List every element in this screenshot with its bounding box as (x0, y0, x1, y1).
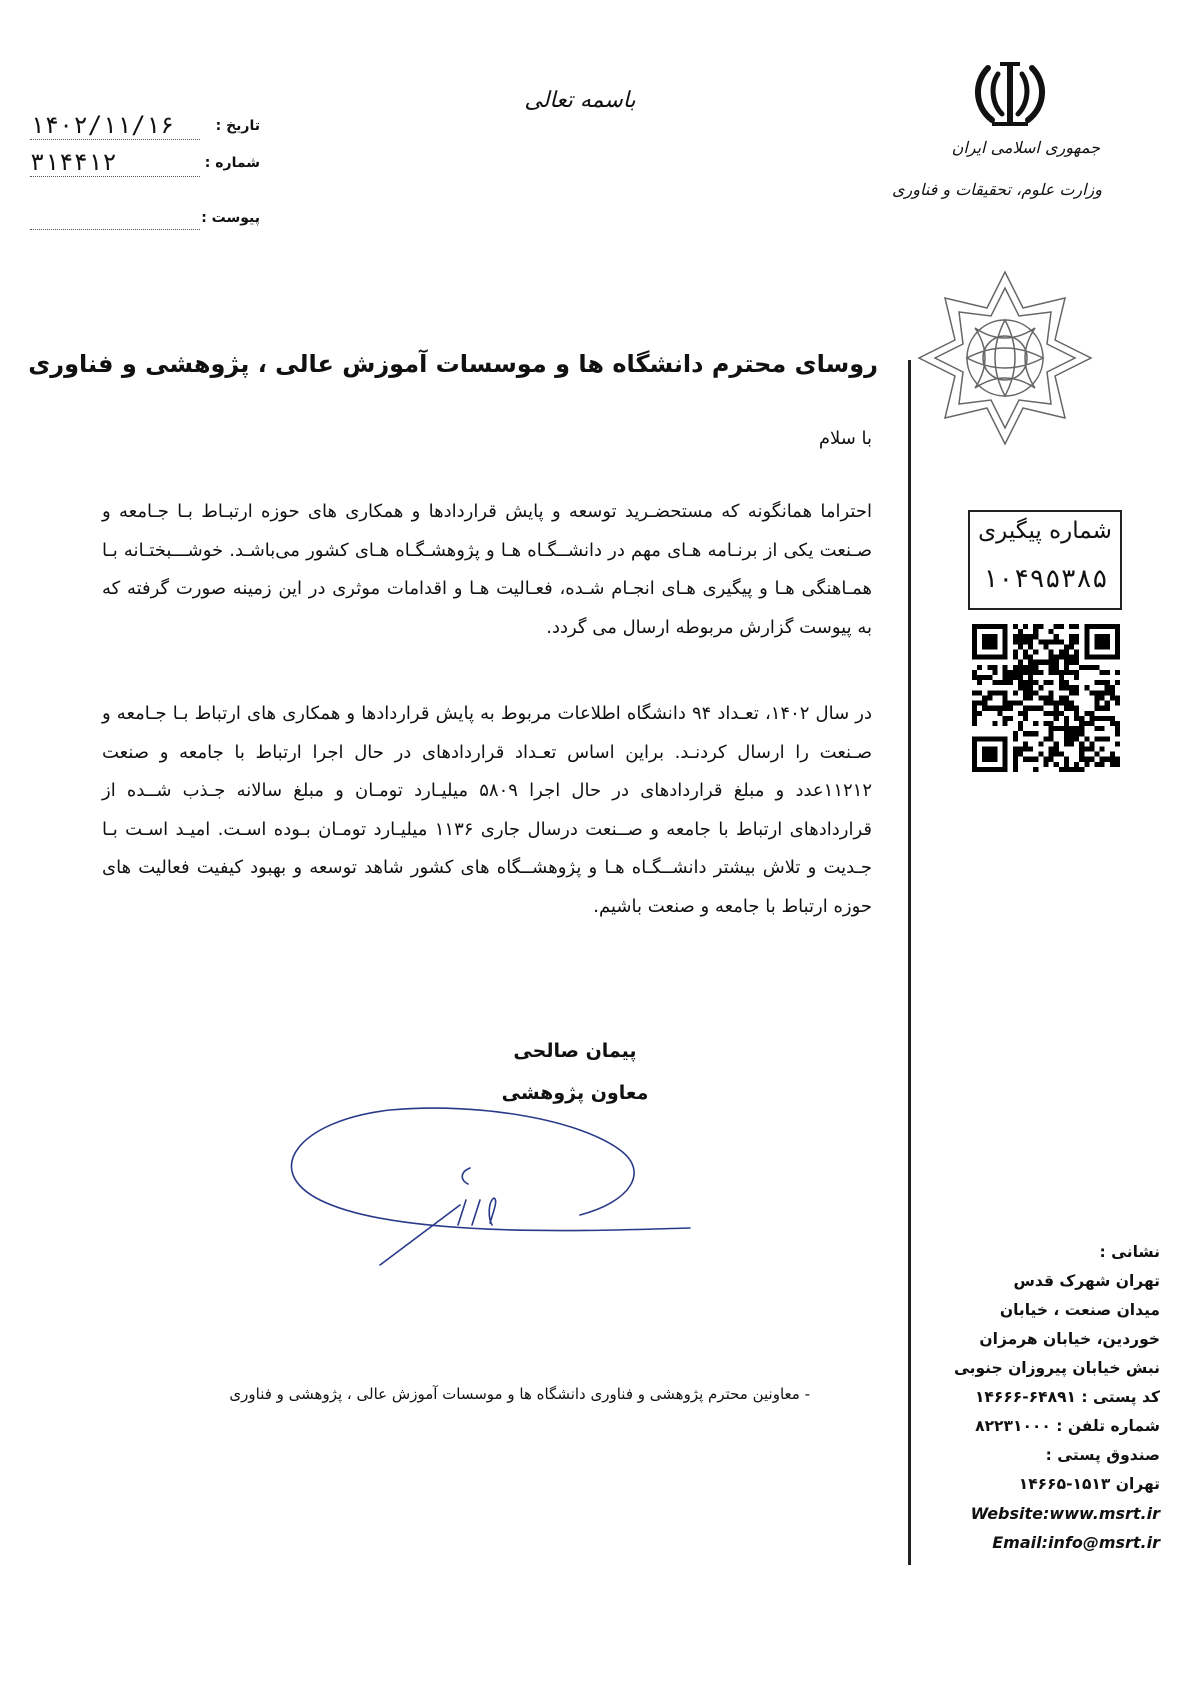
attachment-label: پیوست : (201, 210, 260, 226)
signer-name: پیمان صالحی (513, 1040, 637, 1062)
number-value: ۳۱۴۴۱۲ (30, 148, 200, 177)
government-name: جمهوری اسلامی ایران (951, 138, 1100, 157)
tracking-number: ۱۰۴۹۵۳۸۵ (982, 564, 1108, 594)
date-label: تاریخ : (215, 118, 260, 134)
phone-number: شماره تلفن : ۸۲۲۳۱۰۰۰ (975, 1417, 1160, 1435)
iran-emblem-icon (970, 60, 1050, 130)
basmeh-heading: باسمه تعالی (524, 88, 636, 113)
address-line-1: تهران شهرک قدس (1013, 1272, 1160, 1290)
cc-line: - معاونین محترم پژوهشی و فناوری دانشگاه ها و موسسات آموزش عالی ، پژوهشی و فناوری (229, 1385, 810, 1403)
ministry-name: وزارت علوم، تحقیقات و فناوری (892, 180, 1102, 199)
po-box: تهران ۱۵۱۳-۱۴۶۶۵ (1018, 1475, 1160, 1493)
tracking-box (968, 510, 1122, 610)
qr-code-icon (972, 624, 1120, 772)
attachment-value (30, 229, 200, 230)
number-label: شماره : (204, 155, 260, 171)
po-box-label: صندوق پستی : (1045, 1446, 1160, 1464)
tracking-label: شماره پیگیری (978, 518, 1112, 544)
postal-code: کد پستی : ۶۴۸۹۱-۱۴۶۶۶ (974, 1388, 1160, 1406)
greeting: با سلام (818, 428, 872, 449)
address-block (920, 1238, 1160, 1557)
number-row (30, 148, 260, 183)
paragraph-1: احتراما همانگونه که مستحضـرید توسعه و پایش قراردادها و همکاری های حوزه ارتبـاط بـا جـامعه و صـنعت یکی از برنـامه هـای مهم در دانشــگـاه هـا و پژوهشـگـاه هـای کشور می‌باشـد. خوشـــبختـانه بـا همـاهنگی هـا و پیگیری هـای انجـام شـده، فعـالیت هـا و اقدامات موثری در این زمینه صورت گرفته که به پیوست گزارش مربوطه ارسال می گردد. (102, 501, 872, 638)
date-value: ۱۴۰۲/۱۱/۱۶ (30, 111, 200, 140)
islamic-ornament-icon (915, 268, 1095, 448)
website-link[interactable]: Website:www.msrt.ir (970, 1504, 1160, 1523)
attachment-row (30, 210, 260, 238)
handwritten-signature (280, 1080, 710, 1270)
address-label: نشانی : (1099, 1243, 1160, 1261)
recipient-heading: روسای محترم دانشگاه ها و موسسات آموزش عالی ، پژوهشی و فناوری (28, 350, 878, 378)
address-line-3: خوردین، خیابان هرمزان (979, 1330, 1160, 1348)
address-line-4: نبش خیابان پیروزان جنوبی (953, 1359, 1160, 1377)
vertical-divider (908, 360, 911, 1565)
email-link[interactable]: Email:info@msrt.ir (992, 1533, 1160, 1552)
date-row (30, 111, 260, 146)
address-line-2: میدان صنعت ، خیابان (999, 1301, 1160, 1319)
paragraph-2: در سال ۱۴۰۲، تعـداد ۹۴ دانشگاه اطلاعات مربوط به پایش قراردادها و همکاری های ارتباط بـا جـامعه و صـنعت را ارسال کردنـد. براین اساس تعـداد قراردادهای در حال اجرا ارتباط با جامعه و صنعت ۱۱۲۱۲عدد و مبلغ قراردادهای در حال اجرا ۵۸۰۹ میلیـارد تومـان و مبلغ سالانه جـذب شــده از قراردادهای ارتباط با جامعه و صــنعت درسال جاری ۱۱۳۶ میلیـارد تومـان بـوده اسـت. امیـد اسـت بـا جـدیت و تلاش بیشتر دانشــگـاه هـا و پژوهشــگاه های کشور شاهد توسعه و بهبود کیفیت فعالیت های حوزه ارتباط با جامعه و صنعت باشیم. (102, 703, 873, 917)
signer-title: معاون پژوهشی (501, 1082, 649, 1104)
